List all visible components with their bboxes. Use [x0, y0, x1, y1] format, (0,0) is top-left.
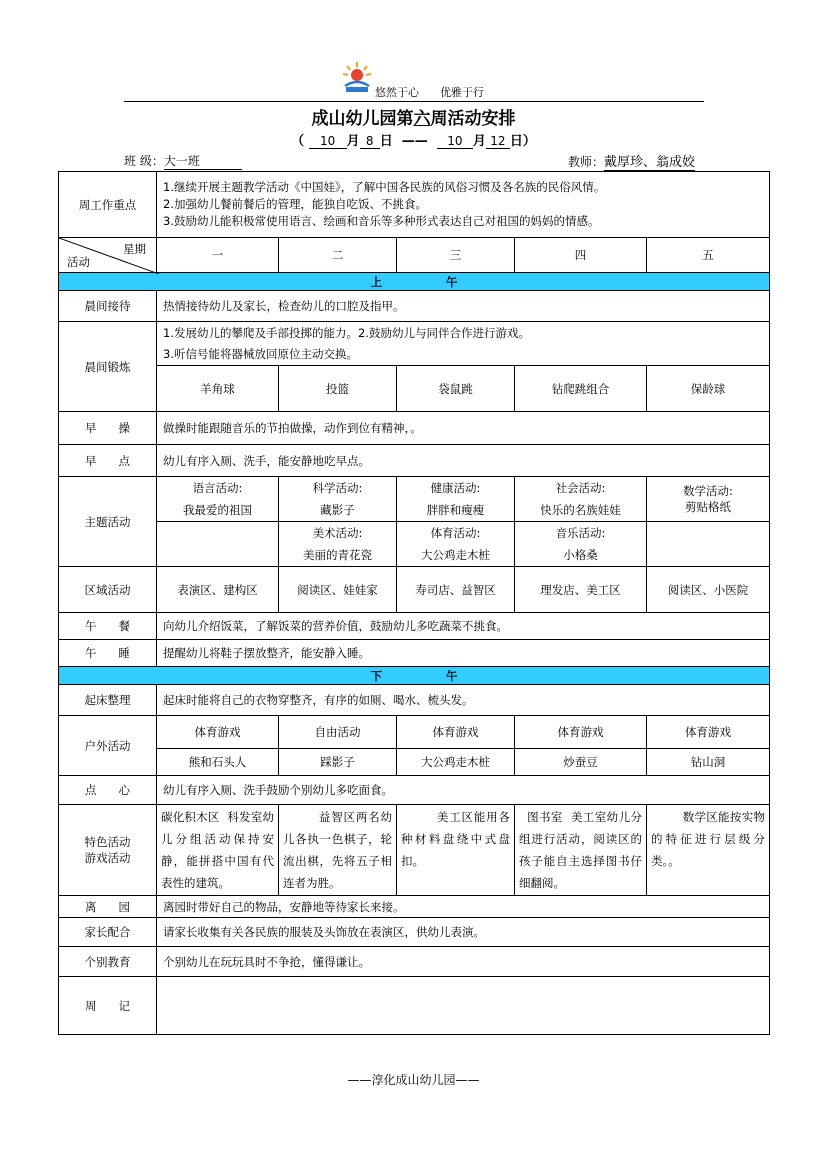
feature-item: 美工区能用各种材料盘绕中式盘扣。	[397, 805, 515, 896]
outdoor-type: 体育游戏	[515, 716, 647, 749]
outdoor-type: 自由活动	[279, 716, 397, 749]
weekday-corner-cell: 星期 活动	[59, 238, 157, 273]
exercise-item: 袋鼠跳	[397, 366, 515, 412]
parents-label: 家长配合	[59, 918, 157, 947]
area-item: 理发店、美工区	[515, 567, 647, 613]
school-logo-icon	[340, 60, 374, 94]
day-wed: 三	[397, 238, 515, 273]
day-thu: 四	[515, 238, 647, 273]
page-title: 成山幼儿园第六周活动安排	[311, 109, 516, 129]
nap-text: 提醒幼儿将鞋子摆放整齐，能安静入睡。	[157, 640, 770, 667]
pm-snack-text: 幼儿有序入厕、洗手鼓励个别幼儿多吃面食。	[157, 776, 770, 805]
area-label: 区域活动	[59, 567, 157, 613]
weekday-header-row	[59, 238, 770, 273]
drill-text: 做操时能跟随音乐的节拍做操，动作到位有精神，。	[157, 412, 770, 445]
teacher-value: 戴厚珍、翁成姣	[604, 155, 696, 170]
theme-activity: 健康活动: 胖胖和瘦瘦	[397, 477, 515, 522]
theme-activity: 美术活动: 美丽的青花瓷	[279, 522, 397, 567]
date-range: （ 10 月 8 日 —— 10 月 12 日）	[291, 134, 536, 149]
theme-activity: 体育活动: 大公鸡走木桩	[397, 522, 515, 567]
pm-snack-label: 点 心	[59, 776, 157, 805]
reception-label: 晨间接待	[59, 291, 157, 322]
outdoor-type: 体育游戏	[397, 716, 515, 749]
morning-snack-label: 早 点	[59, 445, 157, 477]
title-week-number: 六	[413, 109, 431, 129]
day-mon: 一	[157, 238, 279, 273]
theme-empty-cell	[647, 522, 770, 567]
feature-label: 特色活动 游戏活动	[59, 805, 157, 896]
leave-label: 离 园	[59, 896, 157, 918]
weekly-focus-label: 周工作重点	[59, 172, 157, 238]
morning-band: 上 午	[59, 273, 770, 291]
reception-text: 热情接待幼儿及家长，检查幼儿的口腔及指甲。	[157, 291, 770, 322]
outdoor-game: 大公鸡走木桩	[397, 749, 515, 776]
footer-school-name: ——淳化成山幼儿园——	[347, 1073, 480, 1087]
wakeup-text: 起床时能将自己的衣物穿整齐，有序的如厕、喝水、梳头发。	[157, 685, 770, 716]
outdoor-game: 钻山洞	[647, 749, 770, 776]
feature-item: 数学区能按实物的特征进行层级分类。。	[647, 805, 770, 896]
exercise-label: 晨间锻炼	[59, 322, 157, 412]
theme-activity: 数学活动: 剪贴格纸	[647, 477, 770, 522]
exercise-item: 保龄球	[647, 366, 770, 412]
individual-label: 个别教育	[59, 947, 157, 977]
class-value: 大一班	[164, 152, 242, 170]
start-day: 8	[360, 134, 380, 149]
class-field: 班 级：大一班	[124, 152, 242, 170]
day-fri: 五	[647, 238, 770, 273]
individual-text: 个别幼儿在玩玩具时不争抢，懂得谦让。	[157, 947, 770, 977]
area-item: 阅读区、娃娃家	[279, 567, 397, 613]
outdoor-game: 炒蚕豆	[515, 749, 647, 776]
lunch-label: 午 餐	[59, 613, 157, 640]
wakeup-label: 起床整理	[59, 685, 157, 716]
exercise-item: 投篮	[279, 366, 397, 412]
lunch-text: 向幼儿介绍饭菜，了解饭菜的营养价值，鼓励幼儿多吃蔬菜不挑食。	[157, 613, 770, 640]
slogan: 悠然于心 优雅于行	[375, 86, 484, 99]
morning-snack-text: 幼儿有序入厕、洗手，能安静地吃早点。	[157, 445, 770, 477]
feature-item: 碳化积木区 科发室幼儿分组活动保持安静，能拼搭中国有代表性的建筑。	[157, 805, 279, 896]
outdoor-game: 熊和石头人	[157, 749, 279, 776]
end-day: 12	[486, 134, 510, 149]
drill-label: 早 操	[59, 412, 157, 445]
exercise-goals: 1.发展幼儿的攀爬及手部投掷的能力。2.鼓励幼儿与同伴合作进行游戏。 3.听信号能将器械放回原位主动交换。	[157, 322, 770, 366]
outdoor-type: 体育游戏	[647, 716, 770, 749]
area-item: 阅读区、小医院	[647, 567, 770, 613]
area-item: 表演区、建构区	[157, 567, 279, 613]
theme-activity: 语言活动: 我最爱的祖国	[157, 477, 279, 522]
exercise-item: 羊角球	[157, 366, 279, 412]
header-rule	[124, 101, 704, 102]
day-tue: 二	[279, 238, 397, 273]
exercise-item: 钻爬跳组合	[515, 366, 647, 412]
leave-text: 离园时带好自己的物品，安静地等待家长来接。	[157, 896, 770, 918]
outdoor-type: 体育游戏	[157, 716, 279, 749]
feature-item: 图书室 美工室幼儿分组进行活动，阅读区的孩子能自主选择图书仔细翻阅。	[515, 805, 647, 896]
theme-label: 主题活动	[59, 477, 157, 567]
weekly-focus-row	[59, 172, 770, 238]
feature-item: 益智区两名幼儿各执一色棋子，轮流出棋，先将五子相连者为胜。	[279, 805, 397, 896]
area-item: 寿司店、益智区	[397, 567, 515, 613]
weekly-focus-content: 1.继续开展主题教学活动《中国娃》，了解中国各民族的风俗习惯及各名族的民俗风情。 2.加强幼儿餐前餐后的管理，能独自吃饭、不挑食。 3.鼓励幼儿能积极常使用语言、绘画和音乐等多种形式表达自己对祖国的妈妈的情感。	[157, 172, 770, 238]
afternoon-band: 下 午	[59, 667, 770, 685]
start-month: 10	[309, 134, 347, 149]
notes-text	[157, 977, 770, 1035]
end-month: 10	[437, 134, 473, 149]
theme-activity: 科学活动: 藏影子	[279, 477, 397, 522]
parents-text: 请家长收集有关各民族的服装及头饰放在表演区，供幼儿表演。	[157, 918, 770, 947]
teacher-field: 教师：戴厚珍、翁成姣	[568, 155, 696, 170]
theme-empty-cell	[157, 522, 279, 567]
outdoor-game: 踩影子	[279, 749, 397, 776]
theme-activity: 社会活动: 快乐的名族娃娃	[515, 477, 647, 522]
theme-activity: 音乐活动: 小格桑	[515, 522, 647, 567]
notes-label: 周 记	[59, 977, 157, 1035]
schedule-table	[58, 171, 770, 1035]
nap-label: 午 睡	[59, 640, 157, 667]
outdoor-label: 户外活动	[59, 716, 157, 776]
